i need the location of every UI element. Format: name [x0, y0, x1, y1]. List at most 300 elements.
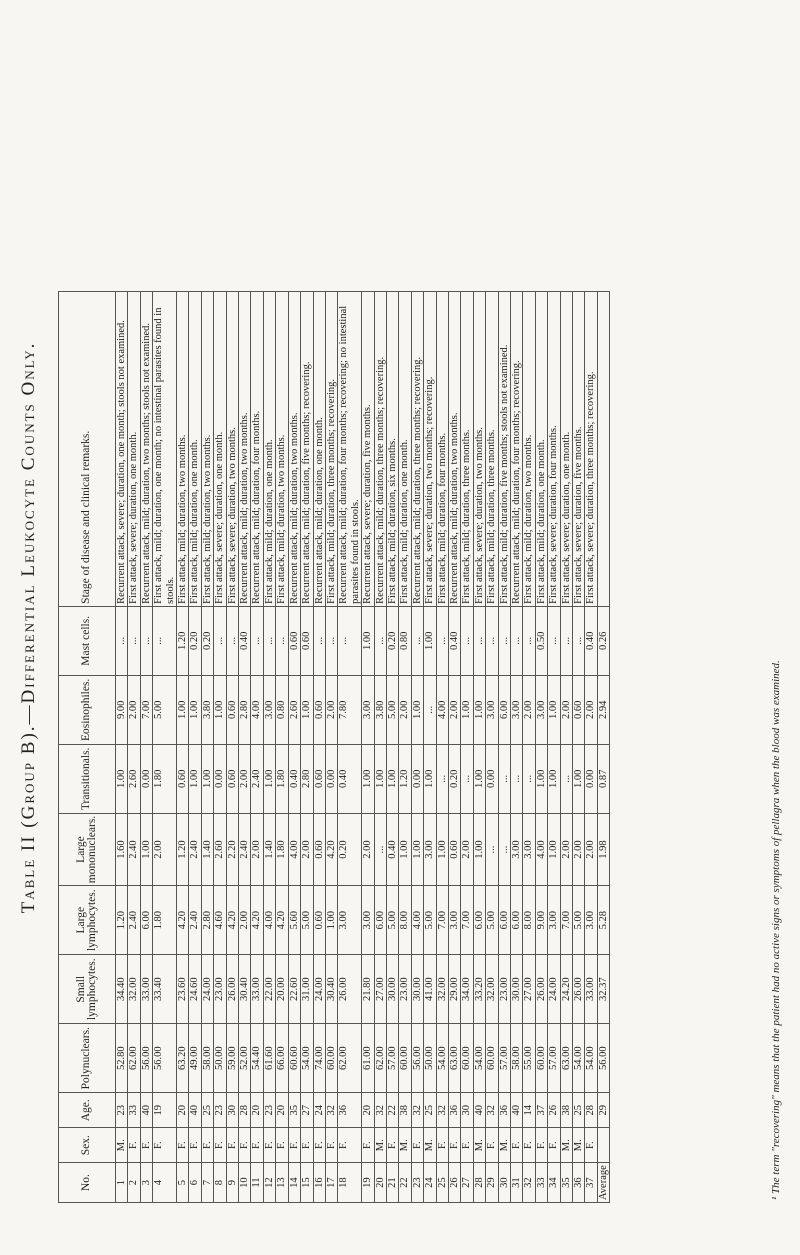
cell-remarks: First attack, mild; duration, three months.: [461, 291, 473, 606]
cell-remarks: First attack, mild; duration, two months.: [177, 291, 189, 606]
cell-mast-cells: ...: [573, 606, 585, 675]
table-row: [374, 291, 386, 1202]
cell-mast-cells: ...: [560, 606, 572, 675]
cell-remarks: Recurrent attack, mild; duration, four months.: [251, 291, 263, 606]
cell-eosinophiles: 4.00: [251, 675, 263, 744]
cell-age: 40: [511, 1093, 523, 1128]
cell-transitionals: 0.00: [585, 744, 597, 813]
cell-small-lymphocytes: 41.00: [424, 955, 436, 1024]
cell-small-lymphocytes: 33.00: [585, 955, 597, 1024]
cell-mast-cells: ...: [251, 606, 263, 675]
col-header-remarks: Stage of disease and clinical remarks.: [59, 291, 116, 606]
cell-no: 28: [473, 1163, 485, 1203]
cell-transitionals: 2.00: [239, 744, 251, 813]
cell-age: 23: [214, 1093, 226, 1128]
cell-small-lymphocytes: 30.40: [239, 955, 251, 1024]
cell-large-mononuclears: 1.00: [399, 813, 411, 885]
cell-polynuclears: 56.00: [153, 1024, 177, 1093]
cell-polynuclears: 54.00: [573, 1024, 585, 1093]
cell-remarks: First attack, mild; duration, six months.: [386, 291, 398, 606]
cell-polynuclears: 56.00: [140, 1024, 152, 1093]
cell-remarks: First attack, mild; duration, two months.: [201, 291, 213, 606]
cell-mast-cells: ...: [374, 606, 386, 675]
cell-polynuclears: 63.00: [560, 1024, 572, 1093]
cell-small-lymphocytes: 26.00: [535, 955, 547, 1024]
cell-age: 26: [548, 1093, 560, 1128]
cell-transitionals: 1.00: [473, 744, 485, 813]
cell-sex: F.: [511, 1128, 523, 1163]
table-row: [535, 291, 547, 1202]
cell-eosinophiles: 0.60: [573, 675, 585, 744]
cell-sex: F.: [461, 1128, 473, 1163]
cell-small-lymphocytes: 26.00: [573, 955, 585, 1024]
cell-eosinophiles: 0.60: [313, 675, 325, 744]
cell-mast-cells: ...: [473, 606, 485, 675]
cell-mast-cells: ...: [523, 606, 535, 675]
cell-sex: F.: [436, 1128, 448, 1163]
average-age: 29: [597, 1093, 609, 1128]
table-row: [461, 291, 473, 1202]
cell-transitionals: 0.40: [288, 744, 300, 813]
cell-sex: F.: [362, 1128, 374, 1163]
col-header-eosinophiles: Eosinophiles.: [59, 675, 116, 744]
cell-polynuclears: 58.00: [201, 1024, 213, 1093]
cell-small-lymphocytes: 33.20: [473, 955, 485, 1024]
table-row: [585, 291, 597, 1202]
cell-eosinophiles: 6.00: [498, 675, 510, 744]
cell-large-lymphocytes: 4.60: [214, 886, 226, 955]
cell-mast-cells: 0.40: [239, 606, 251, 675]
cell-no: 23: [411, 1163, 423, 1203]
cell-polynuclears: 60.60: [288, 1024, 300, 1093]
cell-eosinophiles: 1.00: [548, 675, 560, 744]
cell-no: 27: [461, 1163, 473, 1203]
cell-transitionals: 1.00: [424, 744, 436, 813]
cell-polynuclears: 62.00: [128, 1024, 140, 1093]
cell-no: 21: [386, 1163, 398, 1203]
cell-small-lymphocytes: 34.00: [461, 955, 473, 1024]
cell-small-lymphocytes: 23.00: [399, 955, 411, 1024]
col-header-polynuclears: Polynuclears.: [59, 1024, 116, 1093]
cell-large-lymphocytes: 7.00: [461, 886, 473, 955]
cell-sex: F.: [140, 1128, 152, 1163]
cell-remarks: First attack, mild; duration, two months.: [276, 291, 288, 606]
cell-polynuclears: 59.00: [226, 1024, 238, 1093]
cell-polynuclears: 62.00: [338, 1024, 362, 1093]
cell-transitionals: 0.00: [214, 744, 226, 813]
cell-eosinophiles: 2.00: [325, 675, 337, 744]
cell-small-lymphocytes: 26.00: [338, 955, 362, 1024]
cell-polynuclears: 63.20: [177, 1024, 189, 1093]
cell-eosinophiles: 1.00: [461, 675, 473, 744]
col-header-sex: Sex.: [59, 1128, 116, 1163]
cell-large-lymphocytes: 5.60: [288, 886, 300, 955]
table-row: [511, 291, 523, 1202]
cell-no: 6: [189, 1163, 201, 1203]
cell-eosinophiles: 2.00: [523, 675, 535, 744]
cell-no: 29: [486, 1163, 498, 1203]
cell-large-mononuclears: 1.00: [140, 813, 152, 885]
cell-no: 14: [288, 1163, 300, 1203]
cell-transitionals: 1.00: [548, 744, 560, 813]
cell-mast-cells: 0.50: [535, 606, 547, 675]
cell-remarks: First attack, severe; duration, one month.: [214, 291, 226, 606]
table-row: [523, 291, 535, 1202]
cell-large-mononuclears: 2.00: [301, 813, 313, 885]
cell-large-lymphocytes: 1.00: [325, 886, 337, 955]
cell-no: 31: [511, 1163, 523, 1203]
cell-no: 22: [399, 1163, 411, 1203]
cell-no: 4: [153, 1163, 177, 1203]
cell-large-mononuclears: 2.00: [362, 813, 374, 885]
average-large-lymphocytes: 5.28: [597, 886, 609, 955]
cell-mast-cells: 1.00: [362, 606, 374, 675]
header-row: [59, 291, 116, 1202]
cell-transitionals: 1.00: [374, 744, 386, 813]
cell-eosinophiles: 5.00: [153, 675, 177, 744]
cell-eosinophiles: 1.00: [189, 675, 201, 744]
cell-mast-cells: 1.20: [177, 606, 189, 675]
cell-age: 25: [424, 1093, 436, 1128]
cell-small-lymphocytes: 23.60: [177, 955, 189, 1024]
table-row: [386, 291, 398, 1202]
cell-polynuclears: 54.40: [251, 1024, 263, 1093]
cell-sex: F.: [548, 1128, 560, 1163]
cell-large-lymphocytes: 8.00: [399, 886, 411, 955]
cell-eosinophiles: 2.00: [560, 675, 572, 744]
cell-remarks: Recurrent attack, mild; duration, two months.: [239, 291, 251, 606]
cell-age: 37: [535, 1093, 547, 1128]
cell-transitionals: 2.40: [251, 744, 263, 813]
average-remarks: [597, 291, 609, 606]
cell-remarks: First attack, mild; duration, five months; stools not examined.: [498, 291, 510, 606]
cell-large-mononuclears: 1.40: [201, 813, 213, 885]
average-sex: [597, 1128, 609, 1163]
cell-age: 30: [226, 1093, 238, 1128]
table-row: [325, 291, 337, 1202]
cell-polynuclears: 60.00: [461, 1024, 473, 1093]
cell-small-lymphocytes: 32.00: [486, 955, 498, 1024]
cell-polynuclears: 57.00: [386, 1024, 398, 1093]
cell-eosinophiles: 1.00: [177, 675, 189, 744]
cell-sex: F.: [276, 1128, 288, 1163]
table-row: [448, 291, 460, 1202]
cell-polynuclears: 62.00: [374, 1024, 386, 1093]
cell-no: 30: [498, 1163, 510, 1203]
table-row: [436, 291, 448, 1202]
table-row: [153, 291, 177, 1202]
cell-polynuclears: 63.00: [448, 1024, 460, 1093]
col-header-age: Age.: [59, 1093, 116, 1128]
cell-transitionals: ...: [498, 744, 510, 813]
cell-polynuclears: 55.00: [523, 1024, 535, 1093]
cell-large-mononuclears: 4.00: [288, 813, 300, 885]
cell-mast-cells: ...: [548, 606, 560, 675]
cell-transitionals: 0.60: [313, 744, 325, 813]
cell-eosinophiles: 2.60: [288, 675, 300, 744]
cell-large-lymphocytes: 8.00: [523, 886, 535, 955]
cell-large-lymphocytes: 5.00: [301, 886, 313, 955]
cell-age: 28: [239, 1093, 251, 1128]
cell-sex: F.: [201, 1128, 213, 1163]
table-row: [251, 291, 263, 1202]
cell-mast-cells: ...: [461, 606, 473, 675]
average-large-mononuclears: 1.98: [597, 813, 609, 885]
cell-polynuclears: 57.00: [548, 1024, 560, 1093]
cell-large-lymphocytes: 1.20: [116, 886, 128, 955]
cell-transitionals: 1.00: [535, 744, 547, 813]
cell-mast-cells: 1.00: [424, 606, 436, 675]
table-row: [473, 291, 485, 1202]
cell-remarks: First attack, mild; duration, one month; no intestinal parasites found in stools.: [153, 291, 177, 606]
cell-transitionals: ...: [523, 744, 535, 813]
cell-large-mononuclears: 2.40: [239, 813, 251, 885]
cell-large-mononuclears: 1.00: [436, 813, 448, 885]
cell-small-lymphocytes: 32.00: [128, 955, 140, 1024]
cell-mast-cells: 0.80: [399, 606, 411, 675]
cell-age: 32: [374, 1093, 386, 1128]
cell-remarks: Recurrent attack, mild; duration, one month.: [313, 291, 325, 606]
cell-small-lymphocytes: 24.20: [560, 955, 572, 1024]
cell-remarks: Recurrent attack, mild; duration, three months; recovering.: [374, 291, 386, 606]
cell-sex: F.: [189, 1128, 201, 1163]
cell-transitionals: 0.00: [486, 744, 498, 813]
cell-transitionals: 0.00: [325, 744, 337, 813]
cell-age: 35: [288, 1093, 300, 1128]
cell-small-lymphocytes: 33.00: [140, 955, 152, 1024]
cell-no: 2: [128, 1163, 140, 1203]
cell-small-lymphocytes: 24.00: [548, 955, 560, 1024]
col-header-large-mononuclears: Large mononuclears.: [59, 813, 116, 885]
cell-small-lymphocytes: 30.00: [411, 955, 423, 1024]
cell-polynuclears: 57.00: [498, 1024, 510, 1093]
cell-large-mononuclears: 2.00: [585, 813, 597, 885]
cell-no: 19: [362, 1163, 374, 1203]
average-small-lymphocytes: 32.37: [597, 955, 609, 1024]
cell-mast-cells: 0.20: [386, 606, 398, 675]
cell-large-mononuclears: 0.60: [448, 813, 460, 885]
cell-eosinophiles: 3.00: [362, 675, 374, 744]
cell-sex: F.: [338, 1128, 362, 1163]
cell-remarks: First attack, mild; duration, one month.: [399, 291, 411, 606]
cell-transitionals: 0.40: [338, 744, 362, 813]
cell-mast-cells: ...: [325, 606, 337, 675]
cell-sex: F.: [301, 1128, 313, 1163]
cell-mast-cells: ...: [486, 606, 498, 675]
cell-polynuclears: 56.00: [411, 1024, 423, 1093]
cell-no: 33: [535, 1163, 547, 1203]
cell-age: 20: [362, 1093, 374, 1128]
cell-age: 25: [201, 1093, 213, 1128]
cell-large-lymphocytes: 6.00: [140, 886, 152, 955]
cell-no: 7: [201, 1163, 213, 1203]
table-row: [214, 291, 226, 1202]
cell-transitionals: ...: [511, 744, 523, 813]
cell-remarks: First attack, severe; duration, five months.: [573, 291, 585, 606]
cell-age: 30: [461, 1093, 473, 1128]
cell-eosinophiles: 3.00: [535, 675, 547, 744]
cell-age: 23: [116, 1093, 128, 1128]
cell-large-lymphocytes: 6.00: [473, 886, 485, 955]
cell-large-mononuclears: 1.80: [276, 813, 288, 885]
col-header-no: No.: [59, 1163, 116, 1203]
cell-transitionals: 1.00: [263, 744, 275, 813]
cell-large-lymphocytes: 6.00: [374, 886, 386, 955]
cell-no: 32: [523, 1163, 535, 1203]
cell-age: 20: [177, 1093, 189, 1128]
cell-sex: F.: [177, 1128, 189, 1163]
cell-age: 32: [411, 1093, 423, 1128]
cell-remarks: Recurrent attack, mild; duration, three months; recovering.: [411, 291, 423, 606]
cell-eosinophiles: 3.00: [511, 675, 523, 744]
cell-mast-cells: ...: [116, 606, 128, 675]
cell-large-mononuclears: 1.00: [411, 813, 423, 885]
cell-eosinophiles: 1.00: [301, 675, 313, 744]
table-row: [189, 291, 201, 1202]
cell-mast-cells: 0.20: [189, 606, 201, 675]
cell-sex: F.: [535, 1128, 547, 1163]
cell-transitionals: 0.00: [140, 744, 152, 813]
cell-small-lymphocytes: 31.00: [301, 955, 313, 1024]
cell-age: 32: [486, 1093, 498, 1128]
cell-large-lymphocytes: 2.40: [128, 886, 140, 955]
table-row: [399, 291, 411, 1202]
cell-mast-cells: ...: [128, 606, 140, 675]
cell-small-lymphocytes: 24.00: [201, 955, 213, 1024]
cell-small-lymphocytes: 29.00: [448, 955, 460, 1024]
cell-sex: M.: [560, 1128, 572, 1163]
cell-large-mononuclears: 3.00: [424, 813, 436, 885]
cell-age: 25: [573, 1093, 585, 1128]
cell-small-lymphocytes: 23.00: [214, 955, 226, 1024]
cell-remarks: First attack, severe; duration, two months.: [226, 291, 238, 606]
cell-sex: M.: [374, 1128, 386, 1163]
cell-large-lymphocytes: 5.00: [386, 886, 398, 955]
cell-transitionals: 0.60: [226, 744, 238, 813]
average-polynuclears: 56.00: [597, 1024, 609, 1093]
cell-eosinophiles: 4.00: [436, 675, 448, 744]
cell-no: 10: [239, 1163, 251, 1203]
cell-sex: F.: [263, 1128, 275, 1163]
cell-mast-cells: 0.60: [301, 606, 313, 675]
cell-large-lymphocytes: 2.00: [239, 886, 251, 955]
cell-remarks: First attack, mild; duration, one month.: [263, 291, 275, 606]
cell-large-mononuclears: 2.40: [189, 813, 201, 885]
cell-transitionals: 0.20: [448, 744, 460, 813]
cell-sex: F.: [325, 1128, 337, 1163]
cell-no: 8: [214, 1163, 226, 1203]
cell-small-lymphocytes: 34.40: [116, 955, 128, 1024]
cell-age: 33: [128, 1093, 140, 1128]
cell-mast-cells: 0.60: [288, 606, 300, 675]
cell-eosinophiles: ...: [424, 675, 436, 744]
cell-age: 14: [523, 1093, 535, 1128]
cell-large-lymphocytes: 7.00: [560, 886, 572, 955]
cell-polynuclears: 58.00: [511, 1024, 523, 1093]
leukocyte-table: [58, 291, 610, 1203]
cell-age: 20: [251, 1093, 263, 1128]
cell-sex: M.: [116, 1128, 128, 1163]
cell-large-mononuclears: 2.00: [560, 813, 572, 885]
cell-eosinophiles: 2.00: [399, 675, 411, 744]
cell-age: 40: [473, 1093, 485, 1128]
cell-mast-cells: ...: [411, 606, 423, 675]
cell-small-lymphocytes: 22.00: [263, 955, 275, 1024]
cell-no: 5: [177, 1163, 189, 1203]
cell-sex: F.: [226, 1128, 238, 1163]
table-row: [128, 291, 140, 1202]
cell-eosinophiles: 3.80: [374, 675, 386, 744]
cell-remarks: First attack, mild; duration, two months.: [523, 291, 535, 606]
cell-remarks: First attack, severe; duration, two months; recovering.: [424, 291, 436, 606]
cell-large-lymphocytes: 6.00: [511, 886, 523, 955]
table-row: [301, 291, 313, 1202]
cell-transitionals: 1.00: [386, 744, 398, 813]
cell-small-lymphocytes: 33.40: [153, 955, 177, 1024]
cell-large-lymphocytes: 3.00: [448, 886, 460, 955]
cell-sex: F.: [153, 1128, 177, 1163]
cell-polynuclears: 54.00: [436, 1024, 448, 1093]
cell-polynuclears: 66.00: [276, 1024, 288, 1093]
cell-transitionals: ...: [461, 744, 473, 813]
cell-small-lymphocytes: 30.00: [511, 955, 523, 1024]
cell-no: 1: [116, 1163, 128, 1203]
col-header-transitionals: Transitionals.: [59, 744, 116, 813]
cell-transitionals: 2.60: [128, 744, 140, 813]
cell-eosinophiles: 3.80: [201, 675, 213, 744]
cell-no: 20: [374, 1163, 386, 1203]
cell-large-lymphocytes: 4.00: [263, 886, 275, 955]
cell-mast-cells: ...: [436, 606, 448, 675]
cell-polynuclears: 74.00: [313, 1024, 325, 1093]
cell-polynuclears: 60.00: [325, 1024, 337, 1093]
cell-small-lymphocytes: 21.80: [362, 955, 374, 1024]
cell-age: 36: [338, 1093, 362, 1128]
cell-large-mononuclears: 1.40: [263, 813, 275, 885]
cell-sex: F.: [251, 1128, 263, 1163]
table-row: [226, 291, 238, 1202]
table-body: [116, 291, 598, 1202]
cell-transitionals: 1.00: [189, 744, 201, 813]
cell-sex: F.: [313, 1128, 325, 1163]
cell-mast-cells: ...: [140, 606, 152, 675]
cell-eosinophiles: 1.00: [473, 675, 485, 744]
cell-mast-cells: ...: [226, 606, 238, 675]
cell-polynuclears: 60.00: [535, 1024, 547, 1093]
cell-no: 16: [313, 1163, 325, 1203]
cell-sex: F.: [386, 1128, 398, 1163]
cell-large-mononuclears: 1.60: [116, 813, 128, 885]
cell-no: 24: [424, 1163, 436, 1203]
cell-polynuclears: 60.00: [486, 1024, 498, 1093]
cell-transitionals: 0.60: [177, 744, 189, 813]
cell-remarks: Recurrent attack, mild; duration, five months; recovering.: [301, 291, 313, 606]
cell-large-lymphocytes: 0.60: [313, 886, 325, 955]
cell-remarks: Recurrent attack, mild; duration, two months.: [448, 291, 460, 606]
cell-large-mononuclears: 2.60: [214, 813, 226, 885]
cell-transitionals: ...: [436, 744, 448, 813]
table-title: Table II (Group B).—Differential Leukocyte Counts Only.: [18, 341, 39, 914]
cell-age: 28: [585, 1093, 597, 1128]
table-row: [288, 291, 300, 1202]
cell-sex: F.: [288, 1128, 300, 1163]
table-row: [498, 291, 510, 1202]
cell-large-lymphocytes: 7.00: [436, 886, 448, 955]
cell-eosinophiles: 1.00: [411, 675, 423, 744]
cell-transitionals: 1.80: [276, 744, 288, 813]
table-row: [424, 291, 436, 1202]
cell-large-lymphocytes: 4.20: [226, 886, 238, 955]
